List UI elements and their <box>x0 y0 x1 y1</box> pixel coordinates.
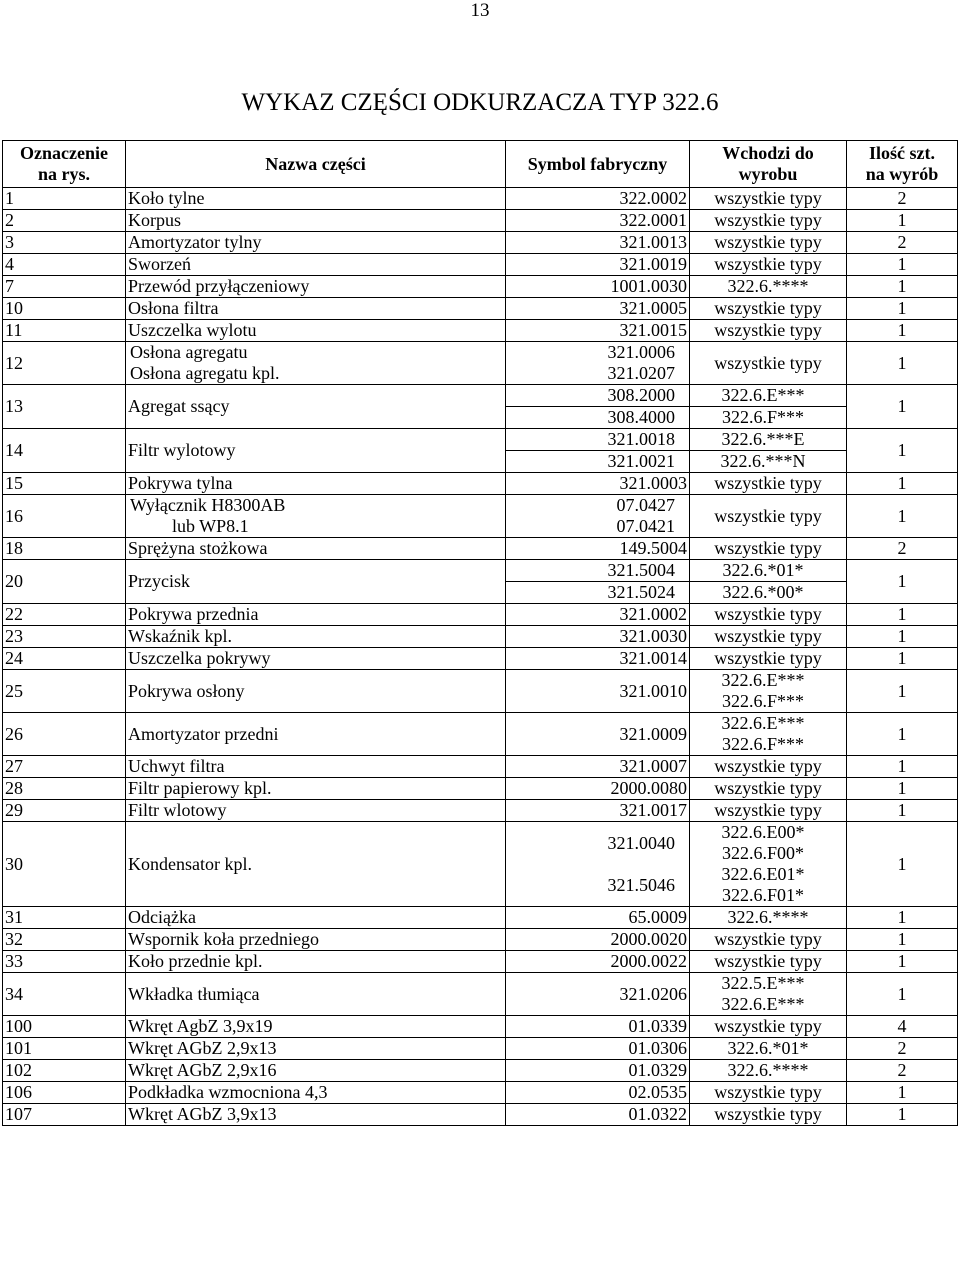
table-row <box>3 538 958 560</box>
product-types: wszystkie typy <box>690 929 847 951</box>
quantity: 1 <box>847 276 958 298</box>
part-name: Osłona filtra <box>126 298 506 320</box>
quantity: 2 <box>847 232 958 254</box>
product-types: wszystkie typy <box>690 951 847 973</box>
part-name <box>126 495 506 538</box>
row-number: 34 <box>3 973 126 1016</box>
product-types: wszystkie typy <box>690 1104 847 1126</box>
header-part-name: Nazwa części <box>126 141 506 188</box>
quantity: 2 <box>847 1038 958 1060</box>
factory-symbol: 321.0013 <box>506 232 690 254</box>
factory-symbol: 2000.0022 <box>506 951 690 973</box>
part-name <box>126 342 506 385</box>
product-types: 322.6.*01* <box>690 1038 847 1060</box>
header-quantity-line2: na wyrób <box>865 164 939 184</box>
product-types: wszystkie typy <box>690 232 847 254</box>
row-number: 101 <box>3 1038 126 1060</box>
table-row <box>3 1082 958 1104</box>
quantity: 1 <box>847 670 958 713</box>
table-row <box>3 1038 958 1060</box>
product-types <box>690 713 847 756</box>
factory-symbol <box>506 342 690 385</box>
quantity: 1 <box>847 254 958 276</box>
part-name: Pokrywa tylna <box>126 473 506 495</box>
part-name: Uszczelka pokrywy <box>126 648 506 670</box>
page-number: 13 <box>470 0 490 21</box>
row-number: 18 <box>3 538 126 560</box>
parts-table-body <box>3 188 958 1126</box>
factory-symbol: 321.0015 <box>506 320 690 342</box>
product-types <box>690 670 847 713</box>
quantity: 4 <box>847 1016 958 1038</box>
cell-line: 322.6.*00* <box>722 582 804 602</box>
product-types: wszystkie typy <box>690 495 847 538</box>
row-number: 26 <box>3 713 126 756</box>
part-name: Amortyzator przedni <box>126 713 506 756</box>
factory-symbol: 321.0030 <box>506 626 690 648</box>
factory-symbol: 321.0014 <box>506 648 690 670</box>
part-name: Przycisk <box>126 560 506 604</box>
cell-line: 322.6.E00* <box>721 822 805 842</box>
part-name: Koło tylne <box>126 188 506 210</box>
quantity: 1 <box>847 929 958 951</box>
table-row <box>3 973 958 1016</box>
parts-table <box>2 140 958 1126</box>
row-number: 27 <box>3 756 126 778</box>
table-row <box>3 342 958 385</box>
table-row <box>3 822 958 907</box>
factory-symbol: 322.0001 <box>506 210 690 232</box>
cell-line: 322.5.E*** <box>721 973 805 993</box>
row-number: 31 <box>3 907 126 929</box>
product-types: wszystkie typy <box>690 473 847 495</box>
cell-line: 07.0427 <box>616 495 675 515</box>
product-types: 322.6.**** <box>690 907 847 929</box>
table-row <box>3 1016 958 1038</box>
cell-line: 321.5004 <box>506 560 689 582</box>
quantity: 2 <box>847 538 958 560</box>
factory-symbol: 01.0329 <box>506 1060 690 1082</box>
quantity: 1 <box>847 778 958 800</box>
table-row <box>3 670 958 713</box>
table-row <box>3 626 958 648</box>
factory-symbol: 01.0339 <box>506 1016 690 1038</box>
factory-symbol <box>506 429 690 473</box>
quantity: 1 <box>847 626 958 648</box>
page-title: WYKAZ CZĘŚCI ODKURZACZA TYP 322.6 <box>241 89 719 116</box>
table-row <box>3 429 958 473</box>
quantity: 1 <box>847 756 958 778</box>
product-types: 322.6.**** <box>690 1060 847 1082</box>
header-product-types <box>690 141 847 188</box>
quantity: 1 <box>847 495 958 538</box>
factory-symbol: 02.0535 <box>506 1082 690 1104</box>
table-row <box>3 320 958 342</box>
cell-line: 308.4000 <box>607 407 675 427</box>
table-row <box>3 648 958 670</box>
part-name: Wkręt AGbZ 2,9x16 <box>126 1060 506 1082</box>
row-number: 12 <box>3 342 126 385</box>
header-types-line2: wyrobu <box>738 164 798 184</box>
quantity: 1 <box>847 385 958 429</box>
factory-symbol: 01.0322 <box>506 1104 690 1126</box>
part-name: Agregat ssący <box>126 385 506 429</box>
product-types <box>690 385 847 429</box>
header-designation-line1: Oznaczenie <box>20 143 108 163</box>
cell-line: 322.6.***N <box>720 451 806 471</box>
product-types: wszystkie typy <box>690 254 847 276</box>
row-number: 22 <box>3 604 126 626</box>
row-number: 100 <box>3 1016 126 1038</box>
cell-line: 322.6.E01* <box>721 864 805 884</box>
part-name: Filtr wlotowy <box>126 800 506 822</box>
quantity: 1 <box>847 800 958 822</box>
product-types <box>690 822 847 907</box>
row-number: 15 <box>3 473 126 495</box>
part-name: Wkręt AgbZ 3,9x19 <box>126 1016 506 1038</box>
factory-symbol: 321.0010 <box>506 670 690 713</box>
factory-symbol: 321.0009 <box>506 713 690 756</box>
part-name: Uszczelka wylotu <box>126 320 506 342</box>
table-row <box>3 907 958 929</box>
product-types: wszystkie typy <box>690 1016 847 1038</box>
row-number: 33 <box>3 951 126 973</box>
quantity: 2 <box>847 188 958 210</box>
table-row <box>3 298 958 320</box>
header-types-line1: Wchodzi do <box>722 143 814 163</box>
product-types: wszystkie typy <box>690 1082 847 1104</box>
cell-line: 322.6.F*** <box>721 691 804 711</box>
row-number: 7 <box>3 276 126 298</box>
table-row <box>3 1060 958 1082</box>
table-row <box>3 254 958 276</box>
part-name: Uchwyt filtra <box>126 756 506 778</box>
row-number: 106 <box>3 1082 126 1104</box>
cell-line: 07.0421 <box>616 516 675 536</box>
cell-line: 322.6.*01* <box>690 560 846 582</box>
table-row <box>3 604 958 626</box>
factory-symbol: 321.0206 <box>506 973 690 1016</box>
table-row <box>3 188 958 210</box>
part-name: Sworzeń <box>126 254 506 276</box>
part-name: Kondensator kpl. <box>126 822 506 907</box>
table-row <box>3 1104 958 1126</box>
cell-line: Osłona agregatu kpl. <box>130 363 280 383</box>
quantity: 1 <box>847 298 958 320</box>
factory-symbol: 321.0005 <box>506 298 690 320</box>
quantity: 1 <box>847 210 958 232</box>
quantity: 1 <box>847 1104 958 1126</box>
part-name: Przewód przyłączeniowy <box>126 276 506 298</box>
row-number: 25 <box>3 670 126 713</box>
product-types: wszystkie typy <box>690 648 847 670</box>
cell-line: Wyłącznik H8300AB <box>130 495 286 515</box>
product-types: wszystkie typy <box>690 210 847 232</box>
cell-line: 321.5046 <box>607 875 675 895</box>
row-number: 11 <box>3 320 126 342</box>
quantity: 1 <box>847 342 958 385</box>
quantity: 1 <box>847 822 958 907</box>
table-row <box>3 800 958 822</box>
product-types: wszystkie typy <box>690 800 847 822</box>
row-number: 32 <box>3 929 126 951</box>
row-number: 2 <box>3 210 126 232</box>
table-row <box>3 495 958 538</box>
row-number: 13 <box>3 385 126 429</box>
product-types <box>690 429 847 473</box>
part-name: Wkręt AGbZ 3,9x13 <box>126 1104 506 1126</box>
part-name: Pokrywa osłony <box>126 670 506 713</box>
factory-symbol: 1001.0030 <box>506 276 690 298</box>
quantity: 1 <box>847 648 958 670</box>
row-number: 3 <box>3 232 126 254</box>
table-row <box>3 929 958 951</box>
table-row <box>3 210 958 232</box>
table-row <box>3 385 958 429</box>
header-designation <box>3 141 126 188</box>
row-number: 29 <box>3 800 126 822</box>
row-number: 24 <box>3 648 126 670</box>
factory-symbol <box>506 495 690 538</box>
factory-symbol: 321.0019 <box>506 254 690 276</box>
product-types: wszystkie typy <box>690 298 847 320</box>
part-name: Wspornik koła przedniego <box>126 929 506 951</box>
table-row <box>3 473 958 495</box>
part-name: Podkładka wzmocniona 4,3 <box>126 1082 506 1104</box>
table-row <box>3 778 958 800</box>
cell-line: 322.6.F01* <box>721 885 804 905</box>
factory-symbol: 65.0009 <box>506 907 690 929</box>
cell-line: 322.6.***E <box>690 429 846 451</box>
cell-line: 322.6.F00* <box>721 843 804 863</box>
product-types: wszystkie typy <box>690 604 847 626</box>
cell-line: lub WP8.1 <box>172 516 249 536</box>
quantity: 1 <box>847 429 958 473</box>
quantity: 1 <box>847 604 958 626</box>
row-number: 14 <box>3 429 126 473</box>
row-number: 4 <box>3 254 126 276</box>
table-row <box>3 232 958 254</box>
row-number: 28 <box>3 778 126 800</box>
header-quantity <box>847 141 958 188</box>
product-types: wszystkie typy <box>690 188 847 210</box>
product-types <box>690 560 847 604</box>
product-types: 322.6.**** <box>690 276 847 298</box>
cell-line: 308.2000 <box>506 385 689 407</box>
factory-symbol <box>506 560 690 604</box>
part-name: Koło przednie kpl. <box>126 951 506 973</box>
quantity: 1 <box>847 713 958 756</box>
table-row <box>3 713 958 756</box>
cell-line: 321.5024 <box>607 582 675 602</box>
cell-line: 321.0207 <box>607 363 675 383</box>
quantity: 1 <box>847 560 958 604</box>
part-name: Filtr papierowy kpl. <box>126 778 506 800</box>
part-name: Pokrywa przednia <box>126 604 506 626</box>
part-name: Filtr wylotowy <box>126 429 506 473</box>
quantity: 1 <box>847 907 958 929</box>
cell-line: 322.6.F*** <box>721 407 804 427</box>
product-types: wszystkie typy <box>690 342 847 385</box>
factory-symbol: 2000.0020 <box>506 929 690 951</box>
part-name: Wkręt AGbZ 2,9x13 <box>126 1038 506 1060</box>
factory-symbol: 149.5004 <box>506 538 690 560</box>
cell-line: 322.6.E*** <box>690 385 846 407</box>
cell-line: Osłona agregatu <box>130 342 248 362</box>
quantity: 1 <box>847 951 958 973</box>
row-number: 10 <box>3 298 126 320</box>
product-types: wszystkie typy <box>690 538 847 560</box>
product-types: wszystkie typy <box>690 626 847 648</box>
header-quantity-line1: Ilość szt. <box>869 143 935 163</box>
table-row <box>3 756 958 778</box>
row-number: 16 <box>3 495 126 538</box>
header-designation-line2: na rys. <box>37 164 90 184</box>
cell-line: 322.6.E*** <box>721 670 805 690</box>
row-number: 107 <box>3 1104 126 1126</box>
factory-symbol <box>506 385 690 429</box>
factory-symbol: 321.0002 <box>506 604 690 626</box>
factory-symbol: 321.0007 <box>506 756 690 778</box>
part-name: Sprężyna stożkowa <box>126 538 506 560</box>
product-types: wszystkie typy <box>690 320 847 342</box>
cell-line: 321.0021 <box>607 451 675 471</box>
factory-symbol: 2000.0080 <box>506 778 690 800</box>
product-types <box>690 973 847 1016</box>
quantity: 1 <box>847 973 958 1016</box>
factory-symbol: 321.0003 <box>506 473 690 495</box>
factory-symbol: 01.0306 <box>506 1038 690 1060</box>
table-header-row <box>3 141 958 188</box>
cell-line: 322.6.F*** <box>721 734 804 754</box>
cell-line: 322.6.E*** <box>721 713 805 733</box>
cell-line: 321.0018 <box>506 429 689 451</box>
row-number: 30 <box>3 822 126 907</box>
cell-line: 321.0040 <box>607 833 675 853</box>
part-name: Wkładka tłumiąca <box>126 973 506 1016</box>
cell-line: 321.0006 <box>607 342 675 362</box>
part-name: Korpus <box>126 210 506 232</box>
table-row <box>3 951 958 973</box>
row-number: 20 <box>3 560 126 604</box>
table-row <box>3 276 958 298</box>
header-factory-symbol: Symbol fabryczny <box>506 141 690 188</box>
row-number: 1 <box>3 188 126 210</box>
quantity: 1 <box>847 473 958 495</box>
factory-symbol <box>506 822 690 907</box>
factory-symbol: 321.0017 <box>506 800 690 822</box>
table-row <box>3 560 958 604</box>
row-number: 23 <box>3 626 126 648</box>
factory-symbol: 322.0002 <box>506 188 690 210</box>
quantity: 1 <box>847 320 958 342</box>
product-types: wszystkie typy <box>690 756 847 778</box>
quantity: 2 <box>847 1060 958 1082</box>
part-name: Odciążka <box>126 907 506 929</box>
cell-line: 322.6.E*** <box>721 994 805 1014</box>
part-name: Wskaźnik kpl. <box>126 626 506 648</box>
part-name: Amortyzator tylny <box>126 232 506 254</box>
product-types: wszystkie typy <box>690 778 847 800</box>
quantity: 1 <box>847 1082 958 1104</box>
row-number: 102 <box>3 1060 126 1082</box>
